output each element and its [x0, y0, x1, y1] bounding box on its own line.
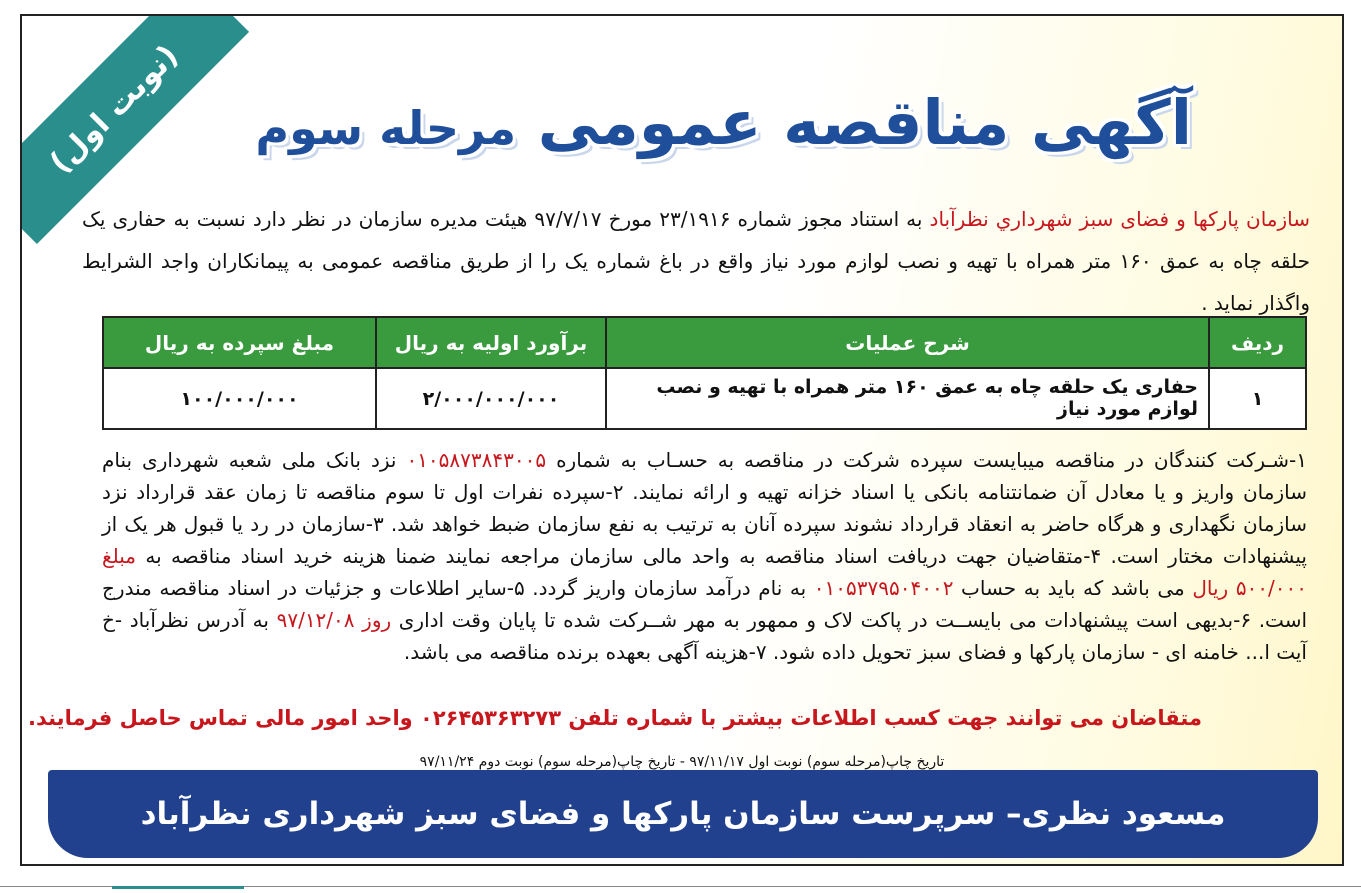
cell-row-number: ۱	[1209, 368, 1306, 429]
header-estimate: برآورد اولیه به ریال	[376, 317, 606, 368]
terms-part-5: به آدرس نظرآباد -خ آیت ا... خامنه ای - سازمان پارکها و فضای سبز تحویل داده شود. ۷-هزینه آگهی بعهده برنده مناقصه می باشد.	[102, 608, 1307, 664]
page-divider-accent	[112, 886, 244, 889]
terms-part-3: می باشد که باید به حساب	[961, 576, 1185, 600]
print-dates: تاریخ چاپ(مرحله سوم) نوبت اول ۹۷/۱۱/۱۷ - تاریخ چاپ(مرحله سوم) نوبت دوم ۹۷/۱۱/۲۴	[419, 754, 945, 770]
ribbon-label: (نوبت اول)	[42, 37, 186, 181]
terms-paragraph	[102, 444, 1307, 668]
header-description: شرح عملیات	[606, 317, 1209, 368]
terms-part-2: نزد بانک ملی شعبه شهرداری بنام سازمان واریز و یا معادل آن ضمانتنامه بانکی یا اسناد خزانه تهیه و ارائه نمایند. ۲-سپرده نفرات اول تا سوم مناقصه تا زمان عقد قرارداد نزد سازمان نگهداری و هرگاه حاضر به انعقاد قرارداد نشوند سپرده آنان به ترتیب به نفع سازمان ضبط خواهد شد. ۳-سازمان در رد یا قبول هر یک از پیشنهادات مختار است. ۴-متقاضیان جهت دریافت اسناد مناقصه به واحد مالی سازمان مراجعه نمایند ضمنا هزینه خرید اسناد مناقصه به	[102, 448, 1308, 568]
title-main: آگهی مناقصه عمومی	[537, 86, 1192, 159]
organization-name: سازمان پارکها و فضای سبز شهرداري نظرآباد	[929, 207, 1311, 231]
signature-text: مسعود نظری– سرپرست سازمان پارکها و فضای سبز شهرداری نظرآباد	[140, 796, 1226, 832]
terms-part-4: به نام درآمد سازمان واریز گردد. ۵-سایر اطلاعات و جزئیات در اسناد مناقصه مندرج است. ۶-بدیهی است پیشنهادات می بایســت در پاکت لاک و ممهور به مهر شــرکت شده تا پایان وقت اداری	[102, 576, 1308, 632]
terms-part-1: ۱-شـرکت کنندگان در مناقصه میبایست سپرده شرکت در مناقصه به حسـاب به شماره	[556, 448, 1308, 472]
operations-table	[102, 316, 1307, 430]
table-row	[103, 368, 1306, 429]
cell-estimate: ۲/۰۰۰/۰۰۰/۰۰۰	[376, 368, 606, 429]
cell-description: حفاری یک حلقه چاه به عمق ۱۶۰ متر همراه با تهیه و نصب لوازم مورد نیاز	[606, 368, 1209, 429]
deposit-account-number: ۰۱۰۵۸۷۳۸۴۳۰۰۵	[406, 448, 547, 472]
header-row-number: ردیف	[1209, 317, 1306, 368]
table-header-row	[103, 317, 1306, 368]
header-deposit: مبلغ سپرده به ریال	[103, 317, 376, 368]
contact-line: متقاضان می توانند جهت کسب اطلاعات بیشتر با شماره تلفن ۰۲۶۴۵۳۶۳۲۷۳ واحد امور مالی تماس حاصل فرمایند.	[28, 706, 1202, 730]
document-fee: مبلغ ۵۰۰/۰۰۰ ریال	[102, 544, 1308, 600]
revenue-account-number: ۰۱۰۵۳۷۹۵۰۴۰۰۲	[813, 576, 954, 600]
signature-bar	[48, 770, 1318, 858]
cell-deposit: ۱۰۰/۰۰۰/۰۰۰	[103, 368, 376, 429]
tender-notice	[20, 14, 1344, 866]
title-stage: مرحله سوم	[255, 101, 517, 155]
notice-title	[255, 78, 1192, 173]
intro-text: به استناد مجوز شماره ۲۳/۱۹۱۶ مورخ ۹۷/۷/۱۷ هیئت مدیره سازمان در نظر دارد نسبت به حفاری یک حلقه چاه به عمق ۱۶۰ متر همراه با تهیه و نصب لوازم مورد نیاز واقع در باغ شماره یک را از طریق مناقصه عمومی به پیمانکاران واجد الشرایط واگذار نماید .	[82, 207, 1310, 315]
submission-deadline: روز ۹۷/۱۲/۰۸	[276, 608, 392, 632]
intro-paragraph	[82, 198, 1310, 324]
